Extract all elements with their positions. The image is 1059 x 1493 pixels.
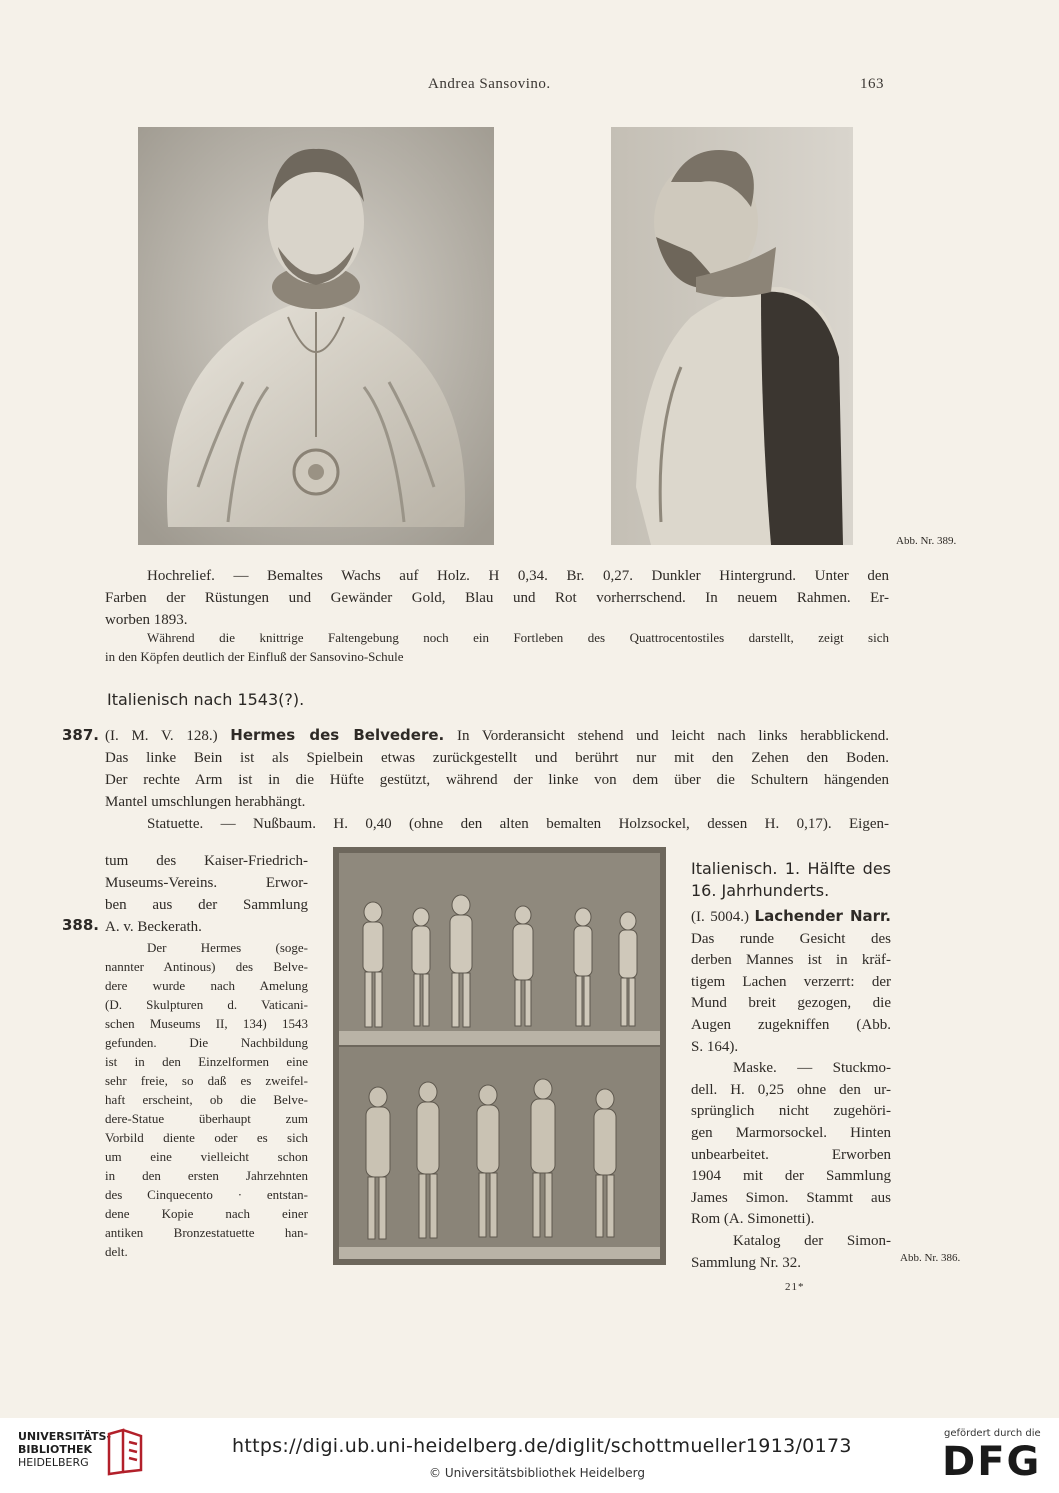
heading-388-line-2: 16. Jahrhunderts. [691, 881, 830, 900]
note-line-3: dere wurde nach Amelung [105, 978, 308, 993]
entry-388-text [691, 906, 891, 1274]
section-heading-387: Italienisch nach 1543(?). [107, 690, 305, 709]
caption-line-3: worben 1893. [105, 612, 188, 628]
entry-388-line-6: S. 164). [691, 1038, 739, 1055]
entry-387-line-1 [105, 724, 889, 747]
caption-line-1: Hochrelief. — Bemaltes Wachs auf Holz. H 0,34. Br. 0,27. Dunkler Hintergrund. Unter den [147, 568, 889, 584]
caption-note-line-1: Während die knittrige Faltengebung noch ein Fortleben des Quattrocentostiles darstellt, zeigt sich [147, 630, 889, 645]
signature-mark: 21* [785, 1281, 805, 1293]
entry-388-material-1: Maske. — Stuckmo- [733, 1060, 891, 1077]
entry-388-ref: (I. 5004.) [691, 909, 750, 925]
library-name-line-1: UNIVERSITÄTS- [18, 1430, 112, 1443]
entry-387-title: Hermes des Belvedere. [230, 726, 445, 744]
left-col-line-1: tum des Kaiser-Friedrich- [105, 853, 308, 869]
dfg-logo: DFG [942, 1439, 1042, 1485]
note-line-6: gefunden. Die Nachbildung [105, 1035, 308, 1050]
entry-387-text [105, 724, 889, 835]
entry-388-material-4: gen Marmorsockel. Hinten [691, 1124, 891, 1141]
note-line-13: in den ersten Jahrzehnten [105, 1168, 308, 1183]
bust-profile-photo [611, 127, 853, 545]
permalink-url[interactable]: https://digi.ub.uni-heidelberg.de/diglit/schottmueller1913/0173 [232, 1435, 852, 1457]
section-heading-388 [691, 858, 891, 902]
caption-block [105, 565, 889, 631]
entry-387-line-2: Das linke Bein ist als Spielbein etwas zurückgestellt und berührt nur mit den Zehen den Boden. [105, 750, 889, 766]
library-name-line-2: BIBLIOTHEK [18, 1443, 93, 1456]
left-col-line-3: ben aus der Sammlung [105, 897, 308, 913]
caption-note [105, 628, 889, 666]
note-line-15: dene Kopie nach einer [105, 1206, 308, 1221]
entry-387-statuette: Statuette. — Nußbaum. H. 0,40 (ohne den alten bemalten Holzsockel, dessen H. 0,17). Eigen- [147, 816, 889, 832]
hermes-note-column [105, 938, 308, 1261]
note-line-7: ist in den Einzelformen eine [105, 1054, 308, 1069]
entry-388-material-3: sprünglich nicht zugehöri- [691, 1103, 891, 1120]
note-line-4: (D. Skulpturen d. Vaticani- [105, 997, 308, 1012]
entry-388-material-6: 1904 mit der Sammlung [691, 1168, 891, 1185]
note-line-8: sehr freie, so daß es zweifel- [105, 1073, 308, 1088]
entry-387-left-column [105, 850, 308, 938]
entry-number-388: 388. [62, 916, 100, 934]
note-line-17: delt. [105, 1244, 128, 1259]
note-line-10: dere-Statue überhaupt zum [105, 1111, 308, 1126]
left-col-line-4: A. v. Beckerath. [105, 919, 202, 935]
entry-387-ref: (I. M. V. 128.) [105, 728, 218, 744]
ub-logo-mark-icon [105, 1428, 147, 1480]
caption-line-2: Farben der Rüstungen und Gewänder Gold, Blau und Rot vorherrschend. In neuem Rahmen. Er- [105, 590, 889, 606]
page-number: 163 [860, 76, 884, 92]
figure-label-389: Abb. Nr. 389. [896, 535, 957, 547]
entry-388-line-4: Mund breit gezogen, die [691, 995, 891, 1012]
ub-heidelberg-logo [18, 1430, 111, 1469]
entry-388-title: Lachender Narr. [754, 907, 891, 925]
figure-label-386: Abb. Nr. 386. [900, 1252, 961, 1264]
entry-388-material-5: unbearbeitet. Erworben [691, 1146, 891, 1163]
bust-front-photo [138, 127, 494, 545]
entry-388-line-2: derben Mannes ist in kräf- [691, 952, 891, 969]
entry-388-line-3: tigem Lachen verzerrt: der [691, 973, 891, 990]
entry-387-line-3: Der rechte Arm ist in die Hüfte gestützt, während der linke von dem über die Schultern hängenden [105, 772, 889, 788]
note-line-2: nannter Antinous) des Belve- [105, 959, 308, 974]
note-line-14: des Cinquecento · entstan- [105, 1187, 308, 1202]
copyright-text: © Universitätsbibliothek Heidelberg [429, 1466, 646, 1480]
running-title: Andrea Sansovino. [428, 76, 551, 92]
entry-number-387: 387. [62, 726, 100, 744]
funded-by-text: gefördert durch die [944, 1428, 1041, 1439]
note-line-1: Der Hermes (soge- [147, 940, 308, 955]
note-line-9: haft erscheint, ob die Belve- [105, 1092, 308, 1107]
relief-photo [333, 847, 666, 1265]
entry-388-katalog-2: Sammlung Nr. 32. [691, 1254, 802, 1271]
caption-note-line-2: in den Köpfen deutlich der Einfluß der Sansovino-Schule [105, 649, 404, 664]
entry-388-material-2: dell. H. 0,25 ohne den ur- [691, 1081, 891, 1098]
note-line-12: um eine vielleicht schon [105, 1149, 308, 1164]
entry-388-material-7: James Simon. Stammt aus [691, 1189, 891, 1206]
left-col-line-2: Museums-Vereins. Erwor- [105, 875, 308, 891]
entry-388-line-5: Augen zugekniffen (Abb. [691, 1016, 891, 1033]
note-line-16: antiken Bronzestatuette han- [105, 1225, 308, 1240]
note-line-11: Vorbild diente oder es sich [105, 1130, 308, 1145]
library-name-line-3: HEIDELBERG [18, 1456, 89, 1469]
note-line-5: schen Museums II, 134) 1543 [105, 1016, 308, 1031]
entry-388-line-1: Das runde Gesicht des [691, 930, 891, 947]
entry-387-line-4: Mantel umschlungen herabhängt. [105, 794, 306, 810]
heading-388-line-1: Italienisch. 1. Hälfte des [691, 859, 891, 878]
entry-388-katalog-1: Katalog der Simon- [733, 1232, 891, 1249]
entry-388-line-0 [691, 906, 891, 929]
entry-388-material-8: Rom (A. Simonetti). [691, 1211, 815, 1228]
entry-387-line1-rest: In Vorderansicht stehend und leicht nach links herabblickend. [456, 728, 890, 744]
digitization-footer [0, 1418, 1059, 1493]
